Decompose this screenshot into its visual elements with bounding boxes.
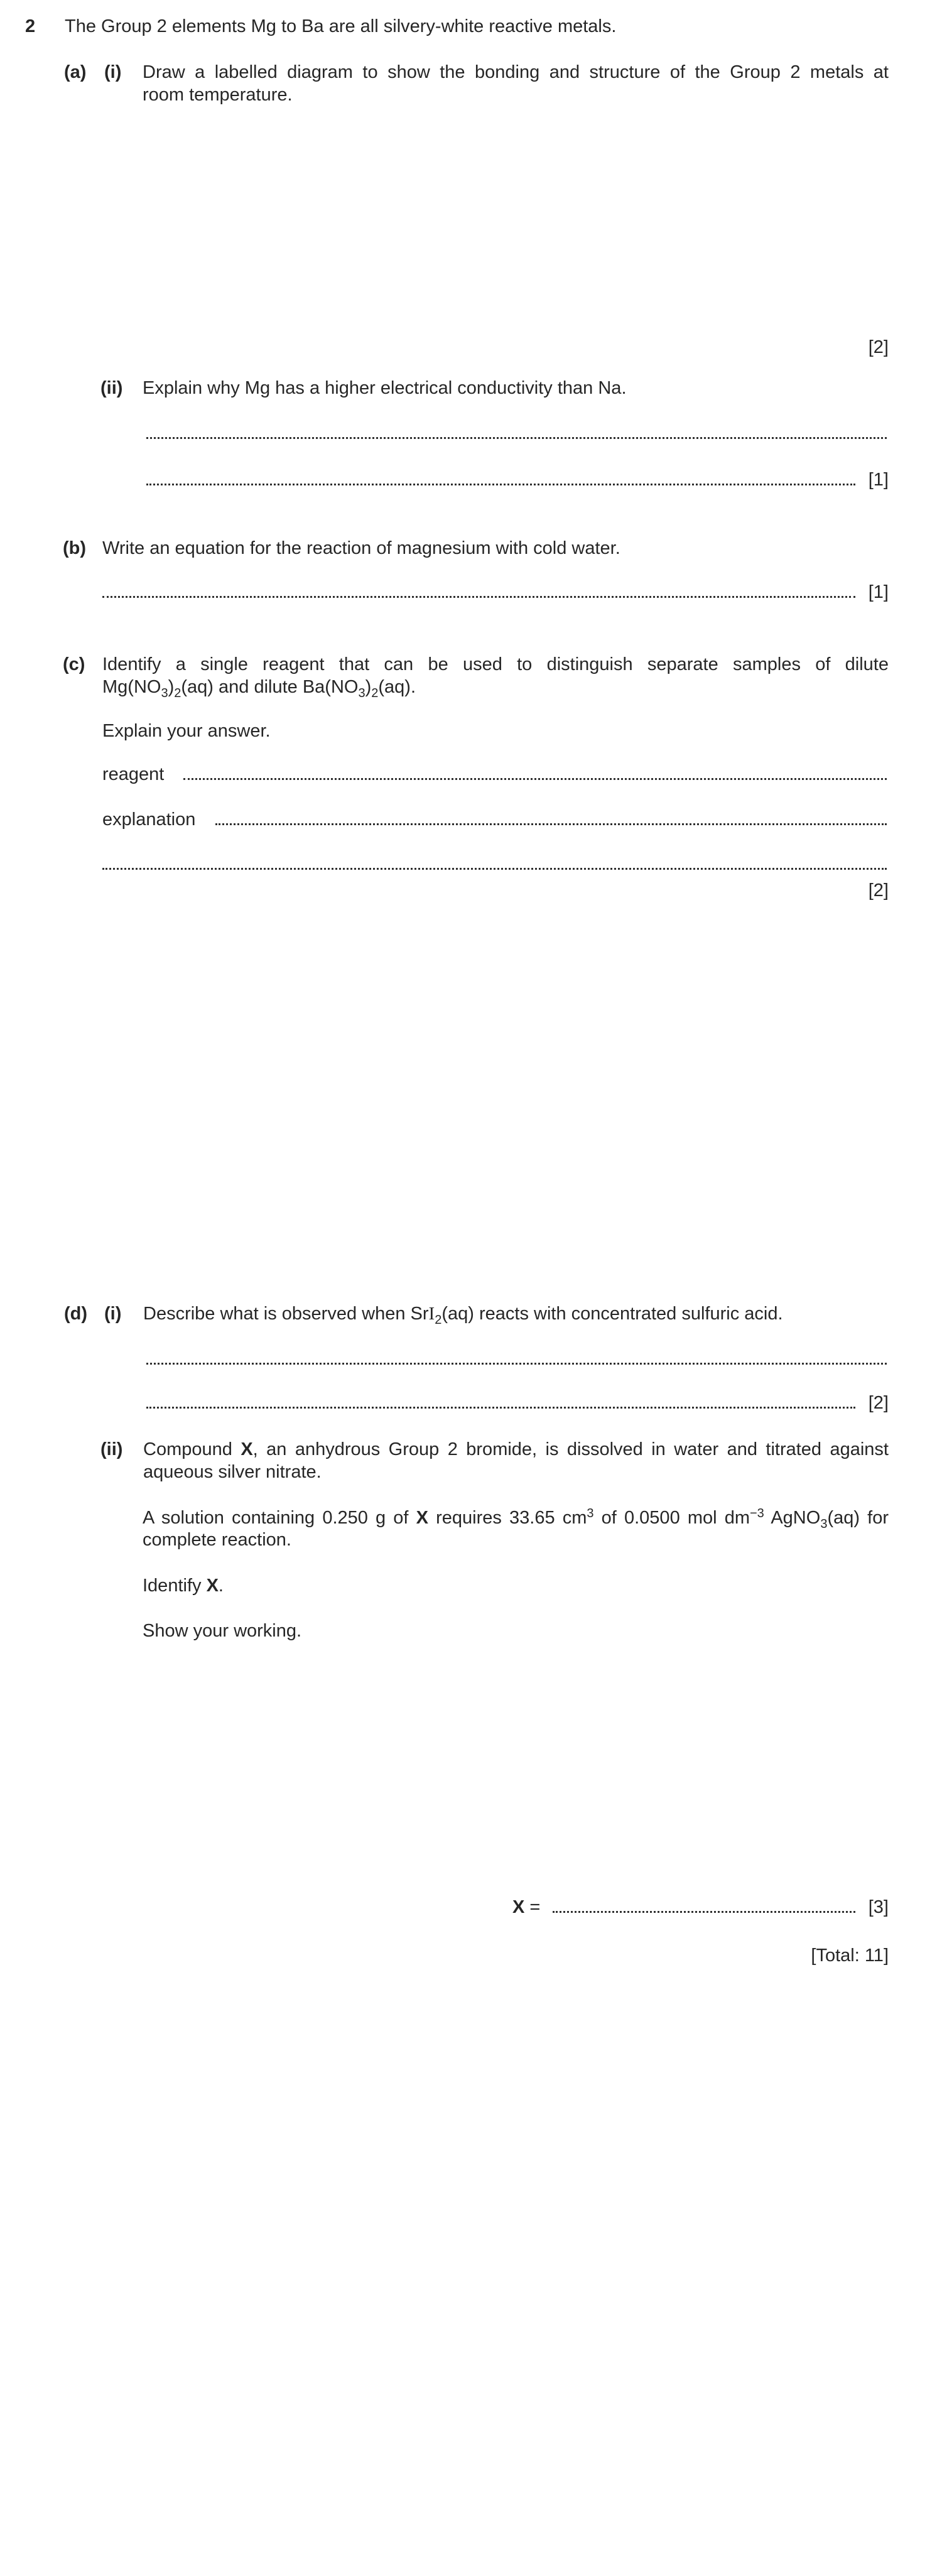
formula-text: (aq) and dilute Ba(NO bbox=[181, 677, 359, 697]
part-c-explain: Explain your answer. bbox=[102, 721, 271, 741]
answer-dotted-line bbox=[553, 1911, 855, 1913]
part-a-ii-mark: [1] bbox=[868, 470, 889, 490]
part-b-mark: [1] bbox=[868, 582, 889, 602]
part-a-i-line2: room temperature. bbox=[143, 85, 293, 105]
formula-subscript: 3 bbox=[161, 686, 168, 700]
iodine-symbol: I bbox=[428, 1304, 435, 1324]
body-text: AgNO bbox=[764, 1508, 821, 1528]
formula-subscript: 2 bbox=[174, 686, 181, 700]
answer-dotted-line bbox=[102, 868, 887, 870]
compound-x: X bbox=[416, 1508, 428, 1528]
reagent-label: reagent bbox=[102, 764, 165, 784]
part-d-i-label: (i) bbox=[104, 1304, 122, 1324]
show-working-line: Show your working. bbox=[143, 1621, 302, 1641]
body-text: of 0.0500 mol dm bbox=[593, 1508, 750, 1528]
part-d-i-text bbox=[143, 1302, 783, 1325]
part-a-i-label: (i) bbox=[104, 62, 122, 82]
body-text: (aq) for bbox=[827, 1508, 889, 1528]
part-c-label: (c) bbox=[63, 654, 85, 674]
answer-dotted-line bbox=[146, 1363, 887, 1365]
answer-dotted-line bbox=[146, 437, 887, 439]
formula-subscript: 3 bbox=[820, 1517, 828, 1531]
part-a-ii-text: Explain why Mg has a higher electrical conductivity than Na. bbox=[143, 378, 627, 398]
formula-subscript: 2 bbox=[435, 1313, 442, 1327]
answer-equation bbox=[512, 1896, 540, 1918]
compound-x: X bbox=[241, 1439, 253, 1459]
answer-dotted-line bbox=[146, 484, 855, 485]
body-text: A solution containing 0.250 g of bbox=[143, 1508, 416, 1528]
part-b-label: (b) bbox=[63, 538, 87, 558]
formula-text: ) bbox=[365, 677, 372, 697]
formula-superscript: 3 bbox=[587, 1507, 594, 1520]
part-d-ii-label: (ii) bbox=[100, 1439, 123, 1459]
part-a-ii-label: (ii) bbox=[100, 378, 123, 398]
part-d-i-mark: [2] bbox=[868, 1393, 889, 1413]
part-b-text: Write an equation for the reaction of magnesium with cold water. bbox=[102, 538, 620, 558]
body-text: Compound bbox=[143, 1439, 241, 1459]
part-a-i-line1: Draw a labelled diagram to show the bonding and structure of the Group 2 metals at bbox=[143, 62, 889, 82]
formula-text: Mg(NO bbox=[102, 677, 161, 697]
compound-x: X bbox=[206, 1576, 219, 1596]
question-total: [Total: 11] bbox=[811, 1946, 889, 1966]
formula-text: ) bbox=[168, 677, 175, 697]
answer-dotted-line bbox=[146, 1407, 855, 1409]
solution-line2: complete reaction. bbox=[143, 1530, 291, 1550]
body-text: . bbox=[218, 1576, 224, 1596]
part-c-line2 bbox=[102, 676, 416, 698]
formula-text: (aq). bbox=[378, 677, 416, 697]
formula-subscript: 2 bbox=[371, 686, 379, 700]
part-d-ii-line2: aqueous silver nitrate. bbox=[143, 1462, 322, 1482]
equals-sign: = bbox=[529, 1897, 541, 1917]
formula-text: Describe what is observed when Sr bbox=[143, 1304, 429, 1324]
part-a-label: (a) bbox=[64, 62, 87, 82]
body-text: , an anhydrous Group 2 bromide, is dissolved in water and titrated against bbox=[252, 1439, 889, 1459]
part-c-line1: Identify a single reagent that can be used to distinguish separate samples of dilute bbox=[102, 654, 889, 674]
formula-text: (aq) reacts with concentrated sulfuric acid. bbox=[441, 1304, 783, 1324]
answer-dotted-line bbox=[102, 596, 855, 598]
part-a-i-mark: [2] bbox=[868, 337, 889, 357]
body-text: Identify bbox=[143, 1576, 207, 1596]
question-number: 2 bbox=[25, 16, 36, 36]
explanation-label: explanation bbox=[102, 809, 196, 830]
answer-dotted-line bbox=[215, 823, 887, 825]
part-d-ii-mark: [3] bbox=[868, 1897, 889, 1917]
compound-x: X bbox=[512, 1897, 525, 1917]
answer-dotted-line bbox=[183, 778, 887, 780]
body-text: requires 33.65 cm bbox=[428, 1508, 587, 1528]
part-c-mark: [2] bbox=[868, 880, 889, 901]
formula-superscript: −3 bbox=[749, 1507, 764, 1520]
part-d-ii-line1 bbox=[143, 1438, 889, 1461]
part-d-label: (d) bbox=[64, 1304, 88, 1324]
solution-line1 bbox=[143, 1507, 889, 1529]
question-intro: The Group 2 elements Mg to Ba are all silvery-white reactive metals. bbox=[65, 16, 617, 36]
formula-subscript: 3 bbox=[358, 686, 365, 700]
identify-line bbox=[143, 1574, 224, 1597]
